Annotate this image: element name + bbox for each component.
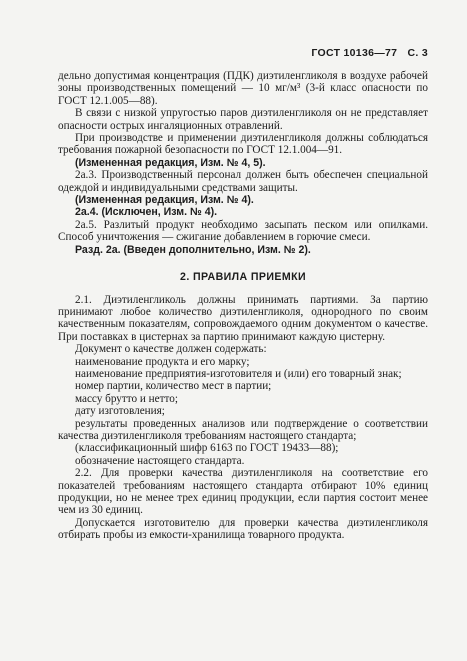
amendment-note: (Измененная редакция, Изм. № 4, 5). [75,156,266,169]
amendment-note: Разд. 2а. (Введен дополнительно, Изм. № 2). [75,243,311,256]
section-heading: 2. ПРАВИЛА ПРИЕМКИ [180,271,306,284]
amendment-note: (Измененная редакция, Изм. № 4). [75,194,254,207]
paragraph: 2.1. Диэтиленгликоль должны принимать партиями. За партию принимают любое количество диэтиленгликоля, однородного по своим качественным показателям, сопровождаемого одним документом о качестве. При поставках в цистернах за партию принимают каждую цистерну. [58,293,428,343]
standard-number: ГОСТ 10136—77 [311,47,398,59]
amendment-note: 2а.4. (Исключен, Изм. № 4). [75,206,218,219]
paragraph: 2а.5. Разлитый продукт необходимо засыпать песком или опилками. Способ уничтожения — сжигание добавлением в горючие смеси. [58,218,428,244]
paragraph: массу брутто и нетто; [75,392,178,405]
paragraph: наименование продукта и его марку; [75,355,250,368]
paragraph: При производстве и применении диэтиленгликоля должны соблюдаться требования пожарной безопасности по ГОСТ 12.1.004—91. [58,132,428,157]
paragraph: В связи с низкой упругостью паров диэтиленгликоля он не представляет опасности острых ингаляционных отравлений. [58,107,428,132]
paragraph: наименование предприятия-изготовителя и (или) его товарный знак; [75,367,402,380]
paragraph: Документ о качестве должен содержать: [75,343,267,356]
paragraph: (классификационный шифр 6163 по ГОСТ 19433—88); [75,442,339,455]
page-number: С. 3 [407,47,428,59]
paragraph: 2.2. Для проверки качества диэтиленгликоля на соответствие его показателей требованиям настоящего стандарта отбирают 10% единиц продукции, но не менее трех единиц продукции, если партия состоит менее чем из 30 единиц. [58,467,428,517]
paragraph: 2а.3. Производственный персонал должен быть обеспечен специальной одеждой и индивидуальными средствами защиты. [58,169,428,194]
paragraph: дату изготовления; [75,405,165,418]
paragraph: номер партии, количество мест в партии; [75,380,272,393]
paragraph: результаты проведенных анализов или подтверждение о соответствии качества диэтиленгликоля требованиям настоящего стандарта; [58,417,428,442]
paragraph: обозначение настоящего стандарта. [75,454,245,467]
paragraph: Допускается изготовителю для проверки качества диэтиленгликоля отбирать пробы из емкости-хранилища товарного продукта. [58,516,428,542]
paragraph: дельно допустимая концентрация (ПДК) диэтиленгликоля в воздухе рабочей зоны производственных помещений — 10 мг/м³ (3-й класс опасности по ГОСТ 12.1.005—88). [58,70,428,107]
page-header [304,47,428,59]
body-text [58,70,428,542]
